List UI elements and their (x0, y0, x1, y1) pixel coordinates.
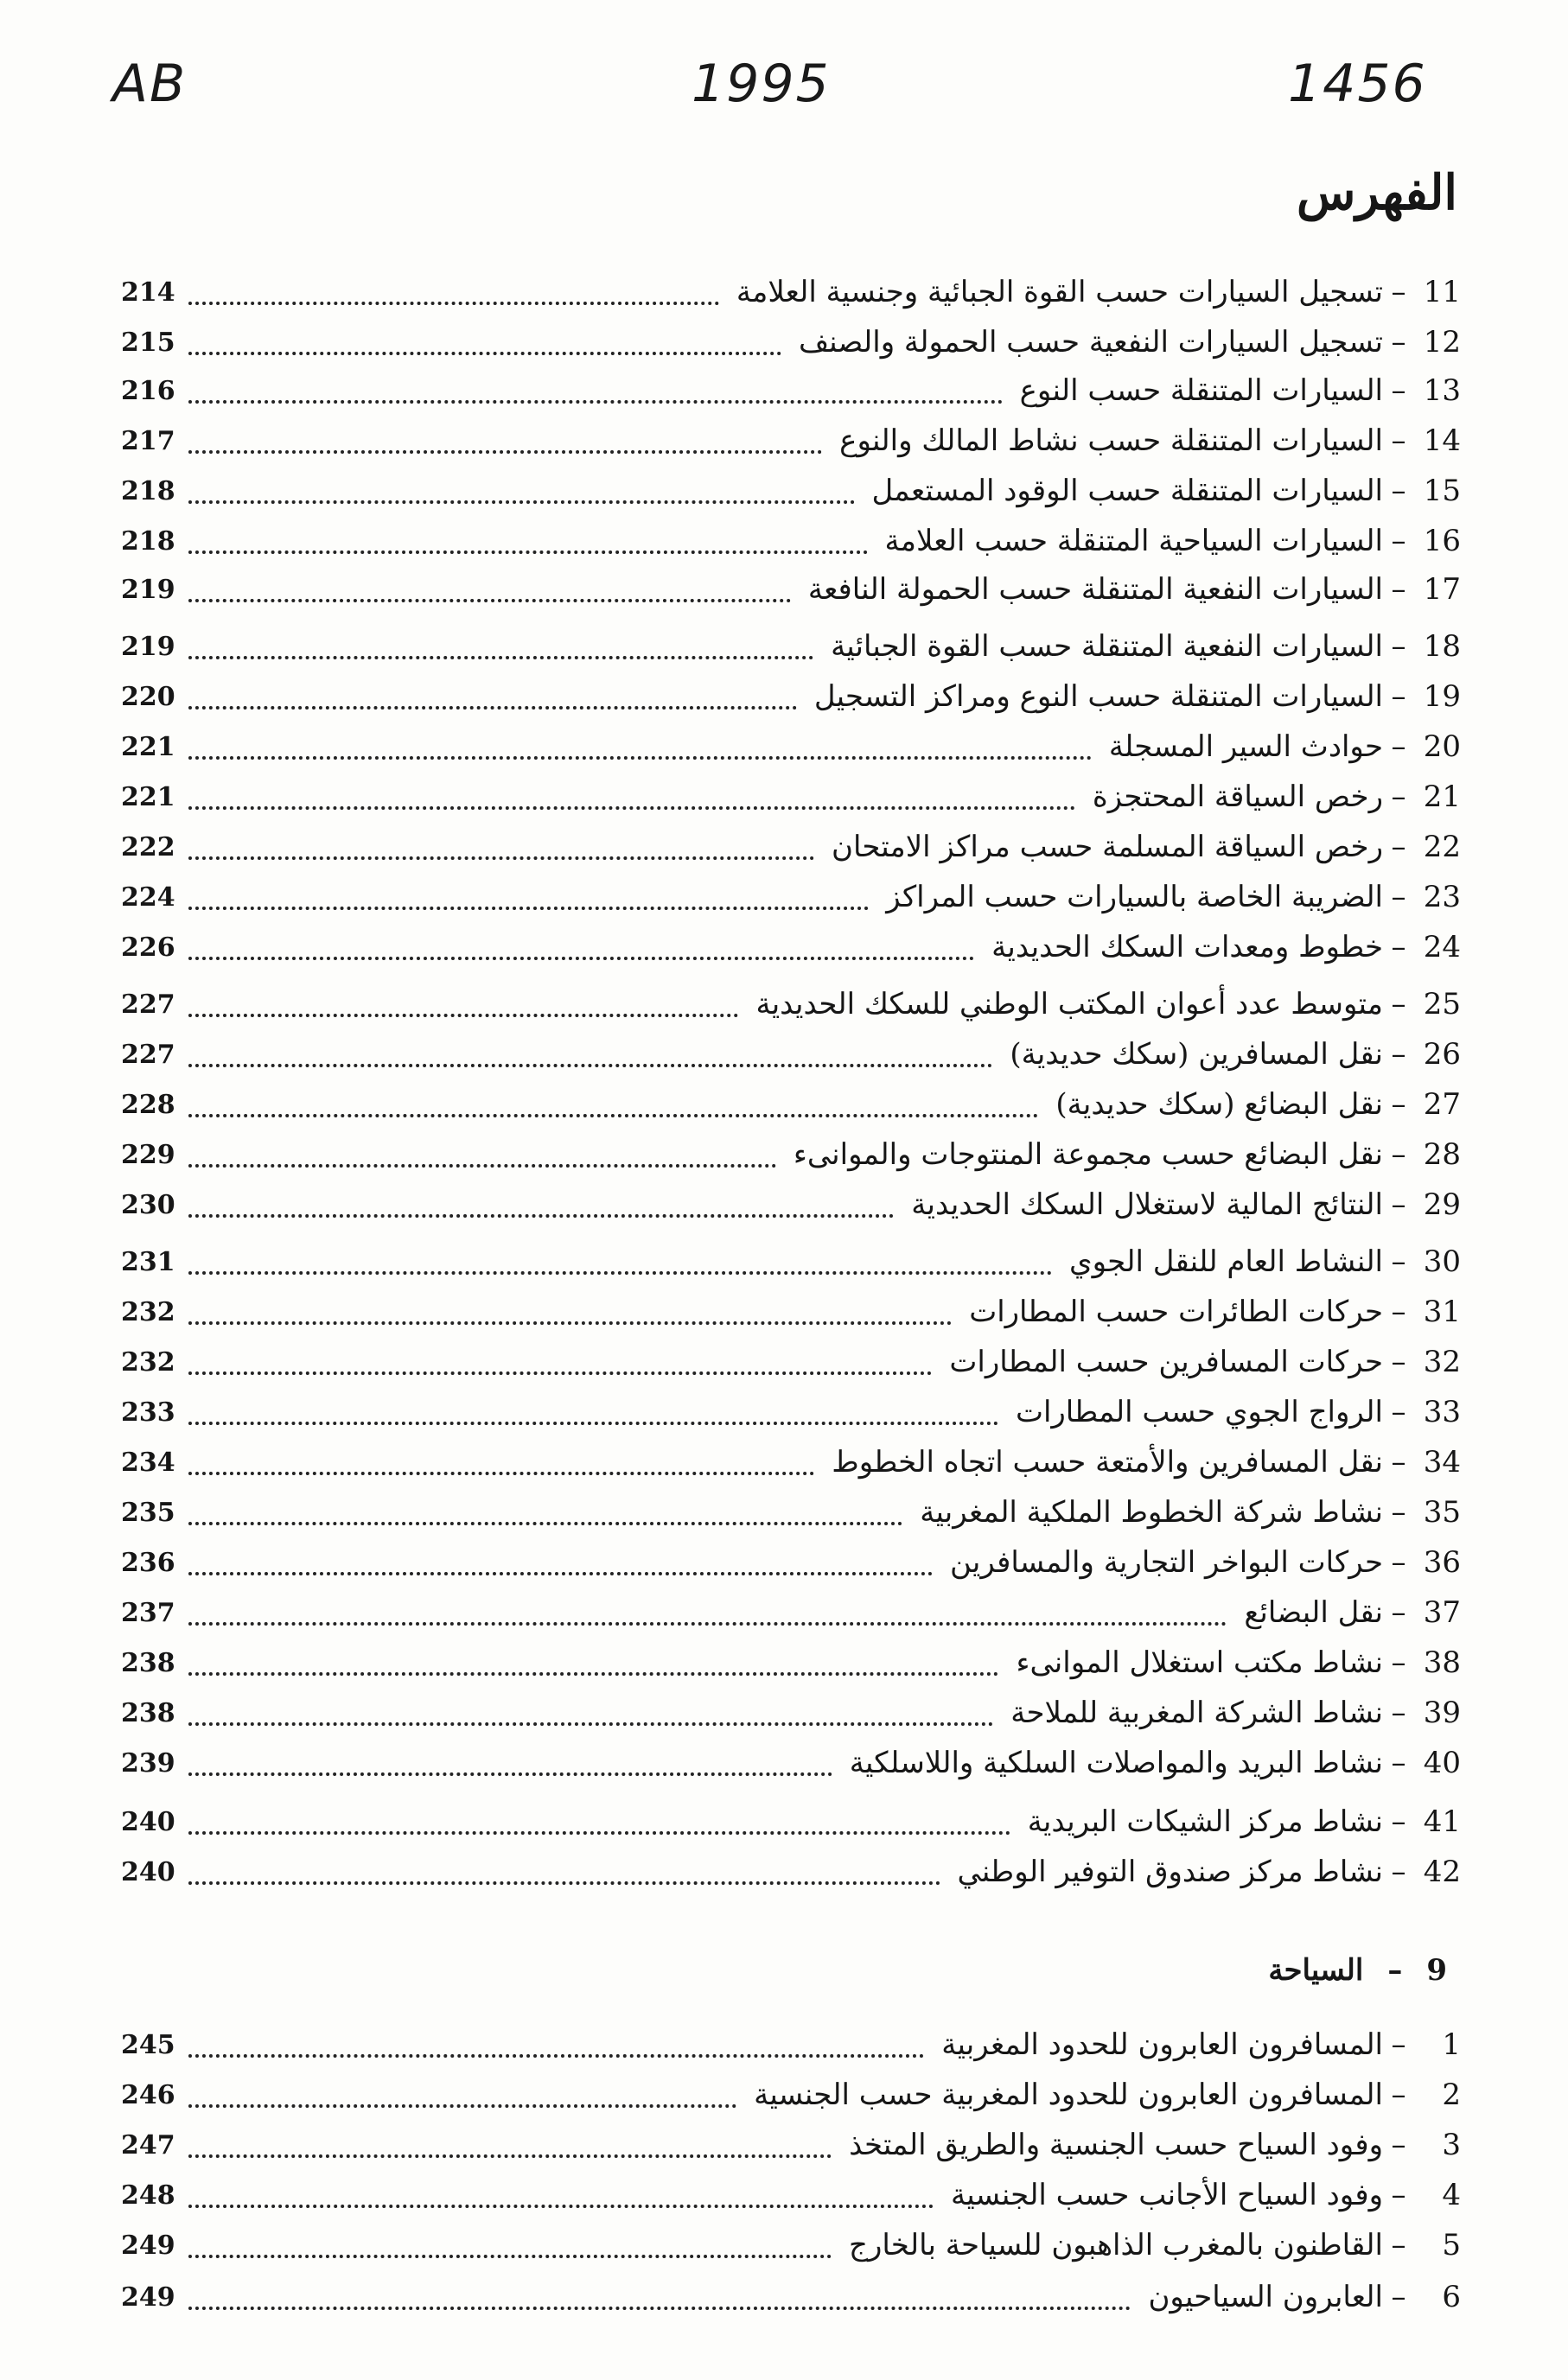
handwritten-note-center: 1995 (692, 54, 831, 114)
toc-entry-title: السيارات المتنقلة حسب نشاط المالك والنوع (839, 423, 1383, 458)
dot-leader (188, 293, 719, 305)
dot-leader (188, 1005, 738, 1017)
toc-entry-page: 239 (121, 1747, 175, 1779)
toc-entry-dash: – (1391, 2078, 1406, 2112)
section-number: 9 (1426, 1953, 1447, 1988)
page-title: الفهرس (1296, 164, 1457, 221)
toc-entry-page: 219 (121, 631, 175, 662)
toc-entry-page: 246 (121, 2079, 175, 2110)
dot-leader (188, 1155, 776, 1168)
toc-entry-page: 229 (121, 1139, 175, 1170)
dot-leader (188, 1363, 932, 1375)
toc-entry-title: وفود السياح الأجانب حسب الجنسية (951, 2178, 1383, 2212)
dot-leader (188, 1413, 998, 1425)
toc-entry-number: 27 (1423, 1087, 1461, 1122)
handwritten-note-left: AB (112, 54, 188, 114)
toc-entry-dash: – (1391, 474, 1406, 508)
dot-leader (188, 1105, 1038, 1117)
toc-row (121, 1030, 1461, 1079)
toc-entry-page: 248 (121, 2180, 175, 2211)
toc-entry-dash: – (1391, 373, 1406, 408)
toc-entry-number: 28 (1423, 1137, 1461, 1172)
toc-entry-page: 236 (121, 1547, 175, 1578)
toc-row (121, 1130, 1461, 1179)
toc-entry-title: نشاط شركة الخطوط الملكية المغربية (920, 1495, 1383, 1530)
toc-entry-page: 249 (121, 2230, 175, 2261)
toc-entry-title: حركات المسافرين حسب المطارات (949, 1345, 1383, 1379)
toc-entry-title: العابرون السياحيون (1148, 2280, 1383, 2314)
dot-leader (188, 1055, 992, 1067)
toc-row (121, 1438, 1461, 1486)
toc-entry-dash: – (1391, 930, 1406, 964)
dot-leader (188, 492, 855, 504)
toc-entry-dash: – (1391, 2280, 1406, 2314)
toc-entry-title: نشاط البريد والمواصلات السلكية واللاسلكية (849, 1746, 1383, 1780)
dot-leader (188, 1313, 952, 1325)
toc-row (121, 1689, 1461, 1737)
dot-leader (188, 1873, 940, 1885)
dot-leader (188, 1714, 993, 1726)
dot-leader (188, 2146, 832, 2158)
dot-leader (188, 1513, 902, 1525)
toc-entry-page: 216 (121, 375, 175, 406)
toc-entry-number: 18 (1423, 629, 1461, 664)
toc-entry-title: رخص السياقة المحتجزة (1092, 780, 1383, 814)
toc-entry-dash: – (1391, 729, 1406, 764)
toc-entry-title: المسافرون العابرون للحدود المغربية حسب الجنسية (754, 2078, 1383, 2112)
toc-row (121, 2020, 1461, 2069)
toc-entry-number: 23 (1423, 880, 1461, 914)
toc-entry-page: 221 (121, 781, 175, 812)
dot-leader (188, 1764, 832, 1776)
toc-entry-dash: – (1391, 1395, 1406, 1429)
toc-row (121, 1538, 1461, 1587)
dot-leader (188, 590, 791, 602)
toc-row (121, 722, 1461, 771)
toc-entry-page: 230 (121, 1189, 175, 1220)
dot-leader (188, 2298, 1131, 2310)
handwritten-note-right: 1456 (1288, 54, 1427, 114)
dot-leader (188, 2046, 924, 2058)
toc-entry-number: 40 (1423, 1746, 1461, 1780)
toc-entry-number: 36 (1423, 1545, 1461, 1580)
toc-entry-number: 38 (1423, 1645, 1461, 1680)
toc-entry-page: 220 (121, 681, 175, 712)
toc-entry-number: 32 (1423, 1345, 1461, 1379)
dot-leader (188, 442, 822, 454)
toc-entry-title: نشاط الشركة المغربية للملاحة (1010, 1696, 1383, 1730)
toc-entry-number: 21 (1423, 780, 1461, 814)
dot-leader (188, 343, 781, 355)
toc-entry-page: 233 (121, 1397, 175, 1428)
toc-row (121, 2221, 1461, 2269)
toc-entry-page: 232 (121, 1296, 175, 1327)
toc-entry-page: 219 (121, 574, 175, 605)
dot-leader (188, 948, 974, 960)
toc-entry-page: 214 (121, 277, 175, 308)
toc-row (121, 366, 1461, 415)
toc-entry-number: 14 (1423, 423, 1461, 458)
toc-row (121, 873, 1461, 921)
toc-entry-dash: – (1391, 1187, 1406, 1222)
toc-entry-page: 221 (121, 731, 175, 762)
toc-entry-dash: – (1391, 1645, 1406, 1680)
toc-entry-page: 228 (121, 1089, 175, 1120)
toc-entry-page: 240 (121, 1856, 175, 1887)
toc-row (121, 923, 1461, 971)
toc-entry-number: 15 (1423, 474, 1461, 508)
toc-row (121, 1388, 1461, 1436)
dot-leader (188, 647, 813, 659)
toc-entry-title: خطوط ومعدات السكك الحديدية (991, 930, 1383, 964)
toc-entry-dash: – (1391, 1137, 1406, 1172)
toc-entry-page: 215 (121, 327, 175, 358)
toc-entry-title: تسجيل السيارات حسب القوة الجبائية وجنسية العلامة (736, 275, 1383, 309)
toc-entry-dash: – (1391, 1855, 1406, 1889)
toc-entry-dash: – (1391, 2178, 1406, 2212)
toc-entry-title: نقل البضائع (سكك حديدية) (1055, 1087, 1383, 1122)
dot-leader (188, 1613, 1227, 1626)
toc-entry-page: 238 (121, 1647, 175, 1678)
toc-entry-title: نشاط مركز صندوق التوفير الوطني (957, 1855, 1383, 1889)
toc-entry-dash: – (1391, 572, 1406, 607)
dot-leader (188, 542, 868, 554)
toc-entry-page: 237 (121, 1597, 175, 1628)
toc-entry-title: النشاط العام للنقل الجوي (1069, 1244, 1383, 1279)
toc-row (121, 1848, 1461, 1896)
dot-leader (188, 798, 1075, 810)
toc-entry-title: المسافرون العابرون للحدود المغربية (941, 2027, 1383, 2062)
toc-row (121, 2171, 1461, 2219)
toc-entry-title: الرواج الجوي حسب المطارات (1015, 1395, 1383, 1429)
toc-entry-title: وفود السياح حسب الجنسية والطريق المتخذ (849, 2128, 1383, 2162)
toc-entry-title: نقل المسافرين (سكك حديدية) (1010, 1037, 1383, 1072)
toc-entry-dash: – (1391, 679, 1406, 714)
toc-entry-number: 13 (1423, 373, 1461, 408)
toc-entry-title: حركات البواخر التجارية والمسافرين (949, 1545, 1383, 1580)
toc-entry-dash: – (1391, 1545, 1406, 1580)
toc-row (121, 268, 1461, 316)
toc-entry-dash: – (1391, 1244, 1406, 1279)
toc-entry-title: حركات الطائرات حسب المطارات (969, 1295, 1383, 1329)
toc-entry-number: 6 (1442, 2280, 1461, 2314)
dot-leader (188, 848, 814, 860)
toc-entry-title: نشاط مكتب استغلال الموانىء (1016, 1645, 1383, 1680)
toc-entry-title: السيارات النفعية المتنقلة حسب الحمولة النافعة (807, 572, 1383, 607)
toc-entry-dash: – (1391, 1345, 1406, 1379)
toc-entry-title: السيارات المتنقلة حسب الوقود المستعمل (871, 474, 1383, 508)
toc-entry-dash: – (1391, 1495, 1406, 1530)
toc-row (121, 1080, 1461, 1129)
dot-leader (188, 1563, 933, 1575)
toc-entry-number: 5 (1442, 2228, 1461, 2262)
toc-entry-dash: – (1391, 987, 1406, 1021)
dot-leader (188, 1823, 1010, 1835)
section-dash: – (1387, 1953, 1403, 1988)
dot-leader (188, 697, 797, 710)
toc-entry-number: 39 (1423, 1696, 1461, 1730)
toc-entry-page: 235 (121, 1497, 175, 1528)
toc-entry-number: 41 (1423, 1804, 1461, 1839)
section-heading (1268, 1953, 1447, 1988)
toc-entry-number: 33 (1423, 1395, 1461, 1429)
toc-entry-number: 35 (1423, 1495, 1461, 1530)
dot-leader (188, 2196, 934, 2208)
toc-entry-title: النتائج المالية لاستغلال السكك الحديدية (911, 1187, 1383, 1222)
toc-row (121, 622, 1461, 671)
toc-entry-page: 249 (121, 2281, 175, 2313)
toc-entry-page: 234 (121, 1447, 175, 1478)
toc-entry-title: نقل البضائع حسب مجموعة المنتوجات والموانىء (793, 1137, 1383, 1172)
toc-entry-title: متوسط عدد أعوان المكتب الوطني للسكك الحديدية (755, 987, 1383, 1021)
toc-entry-dash: – (1391, 2228, 1406, 2262)
toc-entry-title: السيارات النفعية المتنقلة حسب القوة الجبائية (831, 629, 1383, 664)
toc-entry-page: 240 (121, 1806, 175, 1837)
toc-entry-page: 231 (121, 1246, 175, 1277)
toc-entry-title: رخص السياقة المسلمة حسب مراكز الامتحان (832, 830, 1383, 864)
toc-entry-page: 224 (121, 881, 175, 913)
toc-entry-title: السيارات المتنقلة حسب النوع (1019, 373, 1383, 408)
toc-row (121, 1798, 1461, 1846)
toc-entry-title: السيارات السياحية المتنقلة حسب العلامة (884, 524, 1383, 558)
toc-row (121, 2273, 1461, 2321)
toc-entry-title: تسجيل السيارات النفعية حسب الحمولة والصنف (798, 325, 1383, 360)
toc-entry-dash: – (1391, 1804, 1406, 1839)
toc-entry-dash: – (1391, 1696, 1406, 1730)
toc-entry-number: 30 (1423, 1244, 1461, 1279)
toc-entry-page: 222 (121, 831, 175, 862)
toc-entry-page: 238 (121, 1697, 175, 1728)
dot-leader (188, 748, 1092, 760)
toc-row (121, 823, 1461, 871)
toc-entry-dash: – (1391, 275, 1406, 309)
toc-entry-number: 25 (1423, 987, 1461, 1021)
toc-entry-title: حوادث السير المسجلة (1108, 729, 1383, 764)
toc-entry-dash: – (1391, 629, 1406, 664)
toc-entry-number: 37 (1423, 1595, 1461, 1630)
toc-row (121, 1588, 1461, 1637)
toc-row (121, 2121, 1461, 2169)
toc-entry-dash: – (1391, 1037, 1406, 1072)
toc-row (121, 1739, 1461, 1787)
toc-entry-page: 227 (121, 1039, 175, 1070)
dot-leader (188, 898, 869, 910)
dot-leader (188, 1664, 998, 1676)
toc-entry-dash: – (1391, 524, 1406, 558)
toc-entry-title: السيارات المتنقلة حسب النوع ومراكز التسجيل (813, 679, 1383, 714)
dot-leader (188, 2246, 832, 2258)
toc-entry-dash: – (1391, 2027, 1406, 2062)
toc-entry-page: 217 (121, 425, 175, 456)
toc-entry-title: نقل البضائع (1244, 1595, 1383, 1630)
toc-entry-number: 2 (1442, 2078, 1461, 2112)
toc-entry-page: 218 (121, 475, 175, 506)
toc-entry-number: 29 (1423, 1187, 1461, 1222)
dot-leader (188, 1263, 1052, 1275)
toc-entry-number: 42 (1423, 1855, 1461, 1889)
toc-entry-number: 20 (1423, 729, 1461, 764)
toc-entry-number: 12 (1423, 325, 1461, 360)
dot-leader (188, 1206, 894, 1218)
toc-row (121, 1180, 1461, 1229)
toc-entry-title: نشاط مركز الشيكات البريدية (1027, 1804, 1383, 1839)
toc-entry-page: 245 (121, 2029, 175, 2060)
toc-row (121, 467, 1461, 515)
toc-entry-page: 227 (121, 989, 175, 1020)
toc-entry-title: الضريبة الخاصة بالسيارات حسب المراكز (886, 880, 1383, 914)
toc-entry-page: 226 (121, 932, 175, 963)
toc-row (121, 1488, 1461, 1537)
toc-row (121, 417, 1461, 465)
toc-entry-number: 4 (1442, 2178, 1461, 2212)
dot-leader (188, 1463, 814, 1475)
toc-row (121, 1288, 1461, 1336)
toc-row (121, 1639, 1461, 1687)
toc-entry-number: 3 (1442, 2128, 1461, 2162)
toc-entry-number: 17 (1423, 572, 1461, 607)
toc-entry-dash: – (1391, 1295, 1406, 1329)
toc-entry-number: 16 (1423, 524, 1461, 558)
toc-entry-number: 34 (1423, 1445, 1461, 1480)
toc-entry-page: 232 (121, 1346, 175, 1378)
section-title: السياحة (1268, 1953, 1364, 1988)
toc-entry-dash: – (1391, 423, 1406, 458)
toc-row (121, 565, 1461, 614)
toc-entry-dash: – (1391, 830, 1406, 864)
toc-entry-dash: – (1391, 780, 1406, 814)
toc-entry-title: القاطنون بالمغرب الذاهبون للسياحة بالخارج (849, 2228, 1383, 2262)
toc-entry-dash: – (1391, 1746, 1406, 1780)
toc-row (121, 2071, 1461, 2119)
toc-entry-number: 26 (1423, 1037, 1461, 1072)
toc-row (121, 517, 1461, 565)
toc-entry-dash: – (1391, 2128, 1406, 2162)
toc-row (121, 318, 1461, 366)
toc-entry-title: نقل المسافرين والأمتعة حسب اتجاه الخطوط (832, 1445, 1383, 1480)
toc-row (121, 672, 1461, 721)
dot-leader (188, 391, 1003, 404)
toc-row (121, 1238, 1461, 1286)
toc-entry-number: 22 (1423, 830, 1461, 864)
dot-leader (188, 2096, 736, 2108)
toc-entry-number: 1 (1442, 2027, 1461, 2062)
toc-entry-number: 31 (1423, 1295, 1461, 1329)
toc-entry-dash: – (1391, 1445, 1406, 1480)
toc-entry-page: 218 (121, 525, 175, 557)
toc-entry-dash: – (1391, 325, 1406, 360)
toc-entry-number: 11 (1423, 275, 1461, 309)
toc-entry-dash: – (1391, 880, 1406, 914)
toc-entry-number: 24 (1423, 930, 1461, 964)
toc-entry-page: 247 (121, 2129, 175, 2160)
toc-row (121, 980, 1461, 1028)
toc-row (121, 773, 1461, 821)
toc-row (121, 1338, 1461, 1386)
toc-entry-dash: – (1391, 1087, 1406, 1122)
toc-entry-dash: – (1391, 1595, 1406, 1630)
toc-entry-number: 19 (1423, 679, 1461, 714)
